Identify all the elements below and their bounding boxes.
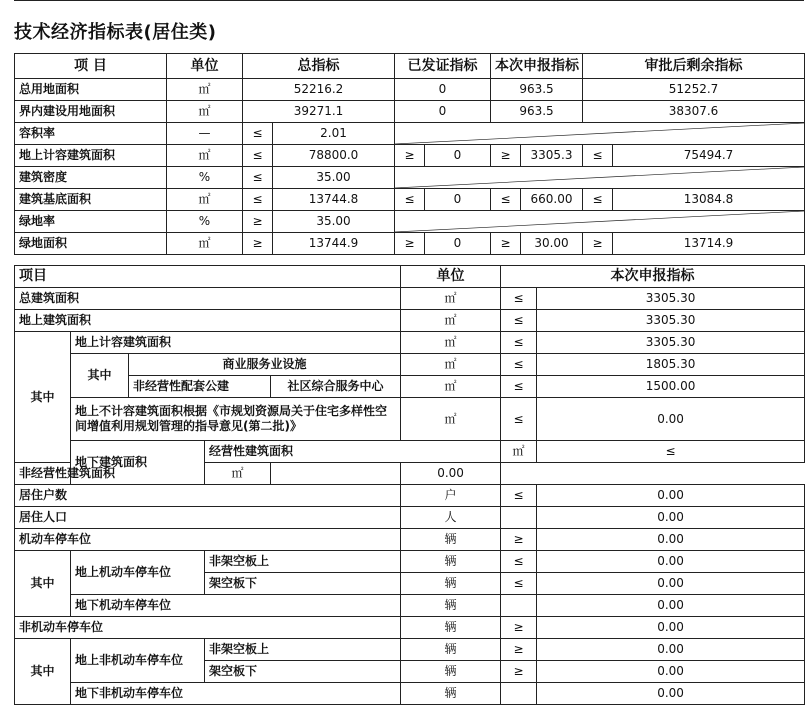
row-label: 地下机动车停车位	[71, 595, 401, 617]
slash-cell	[395, 211, 805, 233]
row-current-symbol: ≤	[491, 189, 521, 211]
row-unit: 辆	[401, 529, 501, 551]
row-unit: %	[167, 167, 243, 189]
row-total: 2.01	[273, 123, 395, 145]
row-label: 总用地面积	[15, 79, 167, 101]
row-value: 0.00	[537, 485, 805, 507]
detail-table	[14, 265, 805, 705]
row-label: 地上计容建筑面积	[71, 332, 401, 354]
row-label: 经营性建筑面积	[205, 441, 501, 463]
row-current-symbol: ≥	[491, 233, 521, 255]
row-remaining-symbol: ≤	[583, 145, 613, 167]
row-issued: 0	[395, 79, 491, 101]
row-symbol: ≤	[501, 376, 537, 398]
row-label: 居住人口	[15, 507, 401, 529]
table-row	[15, 233, 805, 255]
row-remaining: 75494.7	[613, 145, 805, 167]
row-unit: ㎡	[401, 376, 501, 398]
row-unit: ㎡	[205, 463, 271, 485]
table-row	[15, 617, 805, 639]
row-current: 30.00	[521, 233, 583, 255]
row-unit: 户	[401, 485, 501, 507]
row-symbol: ≤	[243, 189, 273, 211]
page-title: 技术经济指标表(居住类)	[14, 22, 217, 43]
row-symbol: ≥	[243, 211, 273, 233]
diagonal-line	[395, 123, 804, 144]
row-label: 地下非机动车停车位	[71, 683, 401, 705]
table-row	[15, 529, 805, 551]
row-label: 机动车停车位	[15, 529, 401, 551]
row-symbol: ≤	[243, 123, 273, 145]
row-remaining-symbol: ≥	[583, 233, 613, 255]
header-total: 总指标	[243, 54, 395, 79]
table-row	[15, 167, 805, 189]
row-unit: 辆	[401, 573, 501, 595]
table-row	[15, 507, 805, 529]
row-group-label: 其中	[15, 332, 71, 463]
row-label: 架空板下	[205, 573, 401, 595]
row-total: 13744.9	[273, 233, 395, 255]
row-label: 非架空板上	[205, 639, 401, 661]
row-symbol: ≤	[501, 573, 537, 595]
row-remaining: 38307.6	[583, 101, 805, 123]
row-label: 地上不计容建筑面积根据《市规划资源局关于住宅多样性空间增值利用规划管理的指导意见(第二批)》	[71, 398, 401, 441]
indicator-table	[14, 53, 805, 255]
row-value: 0.00	[537, 573, 805, 595]
row-group-label: 其中	[15, 551, 71, 617]
row-symbol: ≤	[501, 354, 537, 376]
table-row	[15, 485, 805, 507]
row-label: 商业服务业设施	[129, 354, 401, 376]
row-unit: ㎡	[401, 288, 501, 310]
row-label: 非架空板上	[205, 551, 401, 573]
row-total: 78800.0	[273, 145, 395, 167]
slash-cell	[395, 167, 805, 189]
row-remaining: 13084.8	[613, 189, 805, 211]
row-symbol: ≥	[501, 639, 537, 661]
row-symbol: ≥	[501, 661, 537, 683]
row-unit: 辆	[401, 551, 501, 573]
row-unit: —	[167, 123, 243, 145]
row-issued: 0	[425, 233, 491, 255]
row-symbol	[501, 507, 537, 529]
row-symbol: ≥	[501, 529, 537, 551]
row-symbol: ≤	[501, 551, 537, 573]
row-value: 0.00	[537, 507, 805, 529]
row-remaining-symbol: ≤	[583, 189, 613, 211]
table-row	[15, 288, 805, 310]
row-label: 地上计容建筑面积	[15, 145, 167, 167]
table-header-row	[15, 54, 805, 79]
row-label: 总建筑面积	[15, 288, 401, 310]
row-total: 35.00	[273, 167, 395, 189]
row-symbol	[501, 683, 537, 705]
table-row	[15, 310, 805, 332]
row-label: 居住户数	[15, 485, 401, 507]
row-unit: ㎡	[167, 101, 243, 123]
diagonal-line	[395, 167, 804, 188]
row-value: 3305.30	[537, 310, 805, 332]
row-total: 13744.8	[273, 189, 395, 211]
row-total: 39271.1	[243, 101, 395, 123]
detail-header-row	[15, 266, 805, 288]
row-current: 963.5	[491, 79, 583, 101]
row-group-label: 其中	[15, 639, 71, 705]
row-label: 非经营性建筑面积	[15, 463, 205, 485]
table-row	[15, 639, 805, 661]
row-remaining: 13714.9	[613, 233, 805, 255]
row-symbol: ≥	[243, 233, 273, 255]
row-unit: ㎡	[167, 79, 243, 101]
row-current: 963.5	[491, 101, 583, 123]
row-unit: ㎡	[167, 233, 243, 255]
row-symbol: ≤	[501, 310, 537, 332]
header-current: 本次申报指标	[491, 54, 583, 79]
row-symbol: ≥	[501, 617, 537, 639]
row-unit: ㎡	[401, 354, 501, 376]
row-remaining: 51252.7	[583, 79, 805, 101]
row-group-label: 地下建筑面积	[71, 441, 205, 485]
header-item: 项 目	[15, 54, 167, 79]
row-sublabel: 社区综合服务中心	[271, 376, 401, 398]
row-unit: 辆	[401, 595, 501, 617]
row-value: 0.00	[537, 639, 805, 661]
top-border	[14, 0, 804, 1]
row-label: 建筑密度	[15, 167, 167, 189]
row-symbol	[271, 463, 401, 485]
row-label: 地上建筑面积	[15, 310, 401, 332]
row-unit: %	[167, 211, 243, 233]
row-label: 容积率	[15, 123, 167, 145]
row-label: 界内建设用地面积	[15, 101, 167, 123]
row-label: 非经营性配套公建	[129, 376, 271, 398]
row-unit: ㎡	[167, 145, 243, 167]
header-issued: 已发证指标	[395, 54, 491, 79]
row-unit: 辆	[401, 639, 501, 661]
row-issued-symbol: ≥	[395, 233, 425, 255]
detail-header-unit: 单位	[401, 266, 501, 288]
table-row	[15, 595, 805, 617]
table-row	[15, 332, 805, 354]
row-value: 0.00	[537, 661, 805, 683]
row-symbol: ≤	[501, 288, 537, 310]
table-row	[15, 441, 805, 463]
row-unit: ㎡	[401, 310, 501, 332]
table-row	[15, 101, 805, 123]
row-value: 0.00	[537, 617, 805, 639]
row-value: 0.00	[537, 551, 805, 573]
table-row	[15, 145, 805, 167]
row-unit: ㎡	[501, 441, 537, 463]
row-issued-symbol: ≥	[395, 145, 425, 167]
table-row	[15, 211, 805, 233]
table-row	[15, 376, 805, 398]
table-row	[15, 398, 805, 441]
detail-header-item: 项目	[15, 266, 401, 288]
row-symbol: ≤	[501, 332, 537, 354]
row-symbol: ≤	[243, 145, 273, 167]
table-row	[15, 551, 805, 573]
table-row	[15, 79, 805, 101]
row-group-label: 地上机动车停车位	[71, 551, 205, 595]
row-unit: 人	[401, 507, 501, 529]
row-unit: ㎡	[401, 398, 501, 441]
row-label: 架空板下	[205, 661, 401, 683]
table-row	[15, 354, 805, 376]
row-unit: ㎡	[167, 189, 243, 211]
row-value: 0.00	[537, 595, 805, 617]
row-total: 35.00	[273, 211, 395, 233]
row-unit: 辆	[401, 661, 501, 683]
row-total: 52216.2	[243, 79, 395, 101]
row-value: 1805.30	[537, 354, 805, 376]
row-label: 绿地率	[15, 211, 167, 233]
row-issued-symbol: ≤	[395, 189, 425, 211]
row-unit: 辆	[401, 617, 501, 639]
row-symbol: ≤	[537, 441, 805, 463]
row-value: 0.00	[537, 529, 805, 551]
row-issued: 0	[425, 145, 491, 167]
row-issued: 0	[395, 101, 491, 123]
row-value: 0.00	[537, 398, 805, 441]
row-symbol: ≤	[501, 398, 537, 441]
row-issued: 0	[425, 189, 491, 211]
slash-cell	[395, 123, 805, 145]
row-current: 660.00	[521, 189, 583, 211]
row-label: 建筑基底面积	[15, 189, 167, 211]
row-value: 3305.30	[537, 288, 805, 310]
row-value: 3305.30	[537, 332, 805, 354]
row-value: 0.00	[537, 683, 805, 705]
table-row	[15, 123, 805, 145]
row-label: 绿地面积	[15, 233, 167, 255]
row-current: 3305.3	[521, 145, 583, 167]
row-current-symbol: ≥	[491, 145, 521, 167]
row-unit: ㎡	[401, 332, 501, 354]
row-symbol	[501, 595, 537, 617]
detail-header-current: 本次申报指标	[501, 266, 805, 288]
table-row	[15, 683, 805, 705]
row-value: 1500.00	[537, 376, 805, 398]
row-group-label: 地上非机动车停车位	[71, 639, 205, 683]
diagonal-line	[395, 211, 804, 232]
header-unit: 单位	[167, 54, 243, 79]
table-row	[15, 189, 805, 211]
row-group-label: 其中	[71, 354, 129, 398]
row-label: 非机动车停车位	[15, 617, 401, 639]
header-remaining: 审批后剩余指标	[583, 54, 805, 79]
row-unit: 辆	[401, 683, 501, 705]
row-symbol: ≤	[501, 485, 537, 507]
row-symbol: ≤	[243, 167, 273, 189]
row-value: 0.00	[401, 463, 501, 485]
